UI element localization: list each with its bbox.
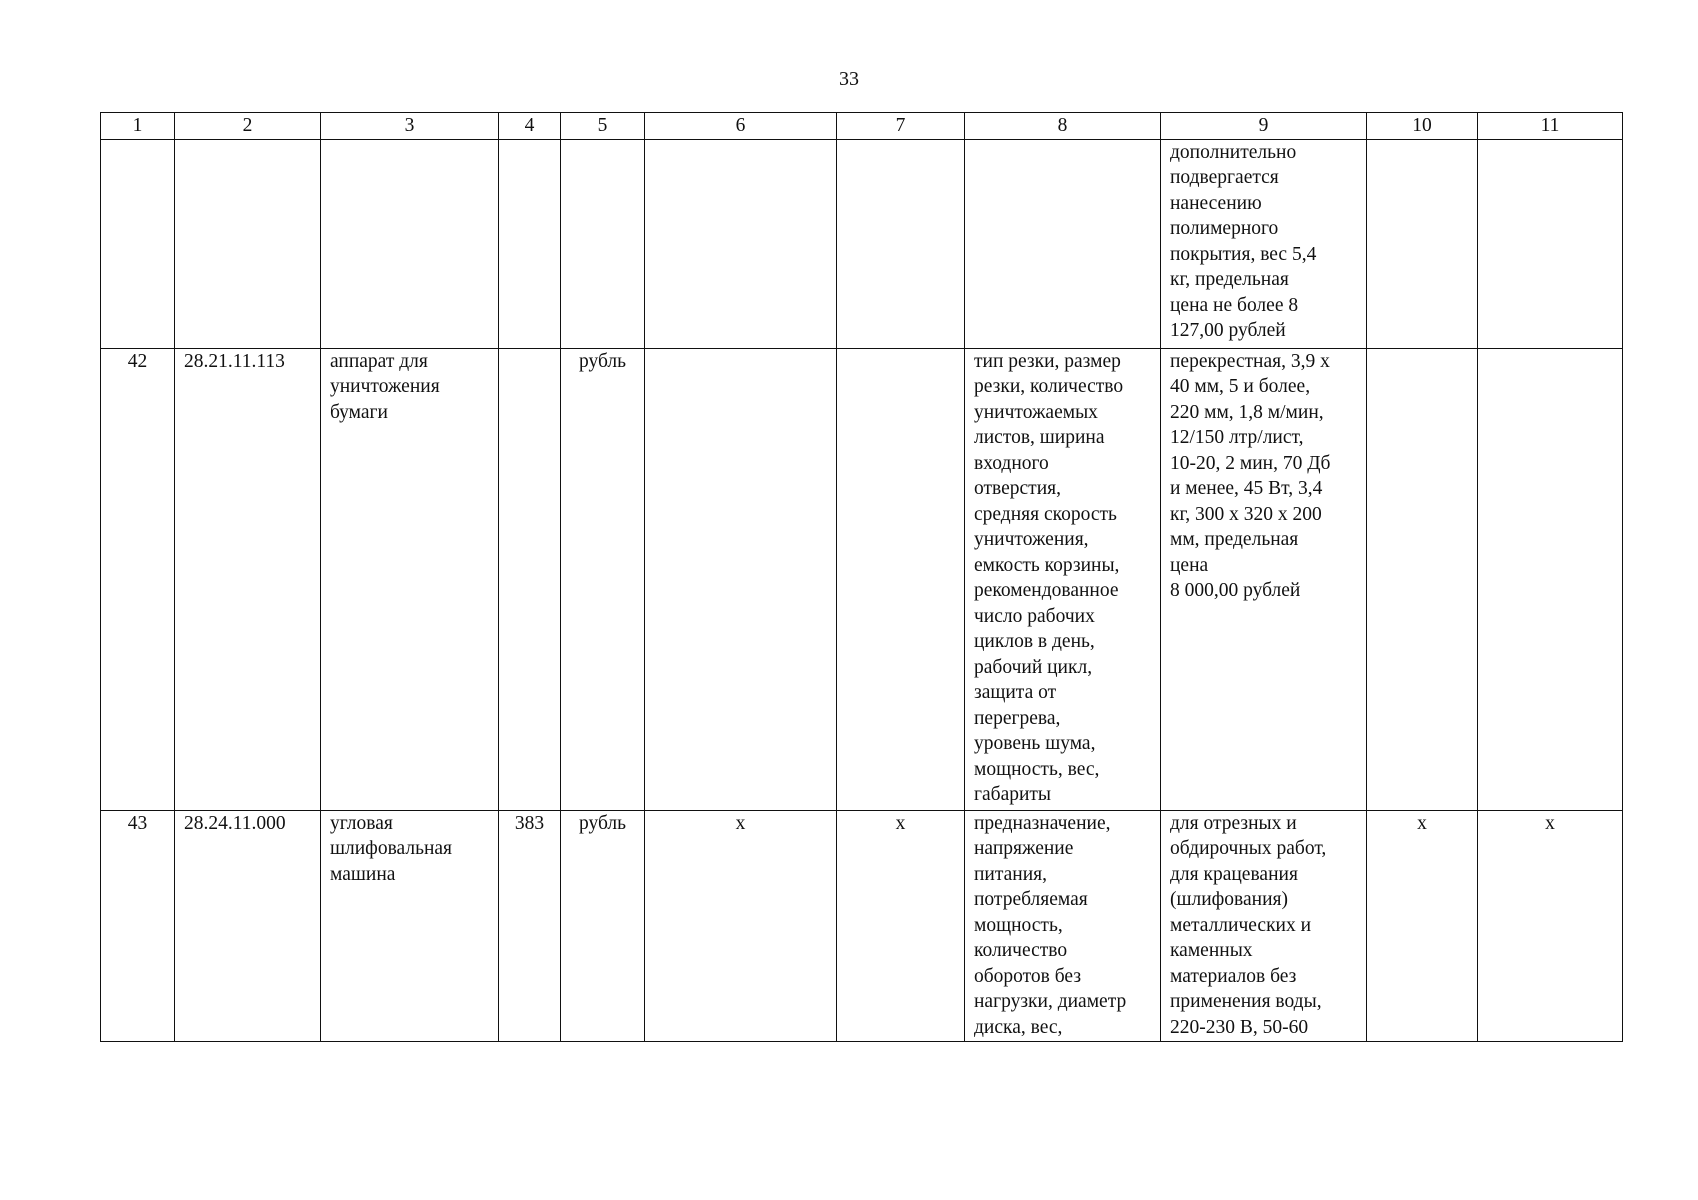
unit-cell: рубль: [561, 348, 645, 810]
column-11-cell: [1478, 139, 1623, 348]
table-row-42: [101, 348, 1623, 810]
okpd-code-cell: [175, 139, 321, 348]
column-header: 3: [321, 113, 499, 140]
row-number-cell: 43: [101, 810, 175, 1041]
column-header: 7: [837, 113, 965, 140]
column-header: 2: [175, 113, 321, 140]
column-11-cell: х: [1478, 810, 1623, 1041]
column-header: 9: [1161, 113, 1367, 140]
column-11-cell: [1478, 348, 1623, 810]
column-number-header-row: [101, 113, 1623, 140]
column-10-cell: [1367, 139, 1478, 348]
column-7-cell: х: [837, 810, 965, 1041]
characteristics-cell: предназначение, напряжение питания, потребляемая мощность, количество оборотов без нагрузки, диаметр диска, вес,: [965, 810, 1161, 1041]
column-4-cell: [499, 139, 561, 348]
okpd-code-cell: 28.24.11.000: [175, 810, 321, 1041]
column-header: 1: [101, 113, 175, 140]
item-name-cell: аппарат для уничтожения бумаги: [321, 348, 499, 810]
column-10-cell: [1367, 348, 1478, 810]
column-header: 6: [645, 113, 837, 140]
column-6-cell: [645, 139, 837, 348]
values-cell: перекрестная, 3,9 х 40 мм, 5 и более, 220 мм, 1,8 м/мин, 12/150 лтр/лист, 10-20, 2 мин, 70 Дб и менее, 45 Вт, 3,4 кг, 300 х 320 х 200 мм, предельная цена 8 000,00 рублей: [1161, 348, 1367, 810]
characteristics-cell: [965, 139, 1161, 348]
unit-cell: рубль: [561, 810, 645, 1041]
values-cell: дополнительно подвергается нанесению полимерного покрытия, вес 5,4 кг, предельная цена не более 8 127,00 рублей: [1161, 139, 1367, 348]
column-header: 4: [499, 113, 561, 140]
characteristics-cell: тип резки, размер резки, количество уничтожаемых листов, ширина входного отверстия, средняя скорость уничтожения, емкость корзины, рекомендованное число рабочих циклов в день, рабочий цикл, защита от перегрева, уровень шума, мощность, вес, габариты: [965, 348, 1161, 810]
item-name-cell: [321, 139, 499, 348]
column-7-cell: [837, 348, 965, 810]
column-6-cell: [645, 348, 837, 810]
column-header: 8: [965, 113, 1161, 140]
table-row-continuation: [101, 139, 1623, 348]
unit-cell: [561, 139, 645, 348]
values-cell: для отрезных и обдирочных работ, для крацевания (шлифования) металлических и каменных материалов без применения воды, 220-230 В, 50-60: [1161, 810, 1367, 1041]
item-name-cell: угловая шлифовальная машина: [321, 810, 499, 1041]
okpd-code-cell: 28.21.11.113: [175, 348, 321, 810]
row-number-cell: [101, 139, 175, 348]
specification-table: [100, 112, 1623, 1042]
column-header: 5: [561, 113, 645, 140]
table-row-43: [101, 810, 1623, 1041]
column-header: 10: [1367, 113, 1478, 140]
column-header: 11: [1478, 113, 1623, 140]
column-7-cell: [837, 139, 965, 348]
column-4-cell: 383: [499, 810, 561, 1041]
column-6-cell: х: [645, 810, 837, 1041]
column-10-cell: х: [1367, 810, 1478, 1041]
row-number-cell: 42: [101, 348, 175, 810]
page-number: 33: [839, 68, 859, 90]
column-4-cell: [499, 348, 561, 810]
